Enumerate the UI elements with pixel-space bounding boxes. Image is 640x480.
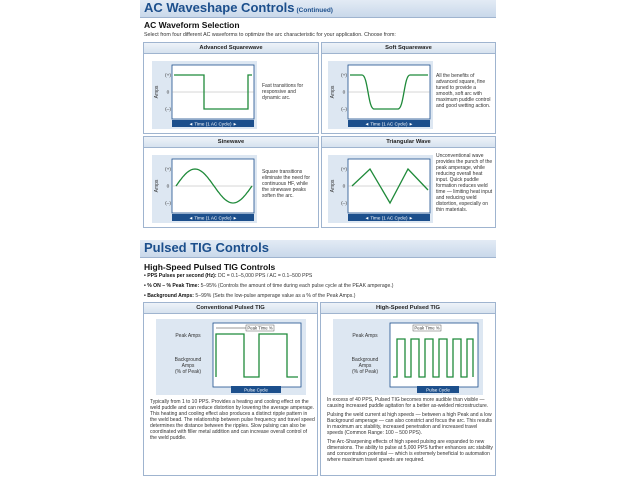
minus-label: (–) [165, 201, 171, 207]
time-axis-label: ◄ Time (1 AC Cycle) ► [188, 215, 238, 221]
bg-label-1: Background [351, 357, 379, 363]
hs-paragraph-2: Pulsing the weld current at high speeds — between a high Peak and a low Background amperage — can also constrict and focus the arc. This results in maximum arc stability, increased penetration and increased travel speeds (Common Range: 100 – 500 PPS). [327, 412, 492, 436]
panel-desc: Unconventional wave provides the punch of the peak amperage, while reducing overall heat input. Quick puddle formation reduces weld time — limiting heat input and reducing weld distortion, especially on thin materials. [436, 153, 493, 213]
high-speed-pulsed-text [327, 397, 493, 466]
time-axis-label: ◄ Time (1 AC Cycle) ► [188, 121, 238, 127]
panel-title: Conventional Pulsed TIG [144, 303, 317, 314]
ac-waveform-intro: Select from four different AC waveforms to optimize the arc characteristic for your application. Choose from: [144, 32, 396, 38]
ac-waveshape-banner [140, 0, 496, 18]
bg-label-2: Amps [358, 363, 372, 369]
pulsed-bullets [144, 271, 496, 301]
high-speed-pulsed-graph [333, 319, 483, 395]
panel-title: Sinewave [144, 137, 318, 148]
sinewave-graph [152, 155, 257, 223]
zero-label: 0 [166, 90, 170, 96]
panel-advanced-squarewave [143, 42, 319, 134]
hs-paragraph-3: The Arc-Sharpening effects of high speed pulsing are expanded to new dimensions. The ability to pulse at 5,000 PPS further enhances arc stability and concentration potential — which is extremely beneficial to automation where maximum travel speeds are required. [327, 439, 493, 463]
triangular-wave-graph [328, 155, 433, 223]
amps-axis-label: Amps [330, 85, 336, 99]
panel-soft-squarewave [321, 42, 496, 134]
panel-triangular-wave [321, 136, 496, 228]
plus-label: (+) [165, 167, 171, 173]
conventional-pulsed-graph [156, 319, 306, 395]
panel-title: Advanced Squarewave [144, 43, 318, 54]
bg-label-1: Background [174, 357, 202, 363]
zero-label: 0 [342, 90, 346, 96]
panel-title: Soft Squarewave [322, 43, 495, 54]
hs-paragraph-1: In excess of 40 PPS, Pulsed TIG becomes more audible than visible — causing increased puddle agitation for a better as-welded microstructure. [327, 397, 489, 409]
minus-label: (–) [341, 107, 347, 113]
bullet-peak-time: • % ON – % Peak Time: 5–95% (Controls the amount of time during each pulse cycle at the PEAK amperage.) [144, 283, 394, 289]
minus-label: (–) [165, 107, 171, 113]
panel-sinewave [143, 136, 319, 228]
pulsed-tig-banner [140, 240, 496, 258]
ac-waveform-heading: AC Waveform Selection [144, 20, 240, 30]
panel-desc: Square transitions eliminate the need for continuous HF, while the sinewave peaks soften the arc. [262, 169, 311, 199]
bg-label-2: Amps [181, 363, 195, 369]
peak-amps-label: Peak Amps [175, 333, 201, 339]
bg-label-3: (% of Peak) [174, 369, 202, 375]
panel-high-speed-pulsed [320, 302, 496, 476]
bg-label-3: (% of Peak) [351, 369, 379, 375]
zero-label: 0 [342, 184, 346, 190]
peak-time-label: Peak Time % [247, 325, 273, 331]
minus-label: (–) [341, 201, 347, 207]
panel-conventional-pulsed [143, 302, 318, 476]
panel-desc: All the benefits of advanced square, fine tuned to provide a smooth, soft arc with maximum puddle control and good wetting action. [436, 73, 491, 109]
conventional-pulsed-text: Typically from 1 to 10 PPS. Provides a heating and cooling effect on the weld puddle and can reduce distortion by lowering the average amperage. This heating and cooling effect also produces a distinct ripple pattern in the weld bead. The relationship between pulse frequency and travel speed determines the distance between the ripples. Slow pulsing can also be coordinated with filler metal addition and can increase overall control of the weld puddle. [150, 399, 315, 441]
panel-title: Triangular Wave [322, 137, 495, 148]
advanced-squarewave-graph [152, 61, 257, 129]
bullet-background-amps: • Background Amps: 5–99% (Sets the low-pulse amperage value as a % of the Peak Amps.) [144, 293, 356, 299]
panel-desc: Fast transitions for responsive and dynamic arc. [262, 83, 304, 101]
zero-label: 0 [166, 184, 170, 190]
time-axis-label: ◄ Time (1 AC Cycle) ► [364, 121, 414, 127]
amps-axis-label: Amps [154, 179, 160, 193]
ac-waveshape-title: AC Waveshape Controls (Continued) [144, 0, 333, 15]
plus-label: (+) [165, 73, 171, 79]
plus-label: (+) [341, 167, 347, 173]
plus-label: (+) [341, 73, 347, 79]
peak-time-label: Peak Time % [414, 325, 440, 331]
soft-squarewave-graph [328, 61, 433, 129]
peak-amps-label: Peak Amps [352, 333, 378, 339]
panel-title: High-Speed Pulsed TIG [321, 303, 495, 314]
pulsed-tig-title: Pulsed TIG Controls [144, 240, 269, 255]
high-speed-pulsed-heading: High-Speed Pulsed TIG Controls [144, 262, 276, 272]
amps-axis-label: Amps [154, 85, 160, 99]
time-axis-label: ◄ Time (1 AC Cycle) ► [364, 215, 414, 221]
pulse-cycle-label: Pulse Cycle [426, 387, 450, 393]
bullet-pps: • PPS Pulses per second (Hz): DC = 0.1–5,000 PPS / AC = 0.1–500 PPS [144, 273, 313, 279]
pulse-cycle-label: Pulse Cycle [244, 387, 268, 393]
amps-axis-label: Amps [330, 179, 336, 193]
